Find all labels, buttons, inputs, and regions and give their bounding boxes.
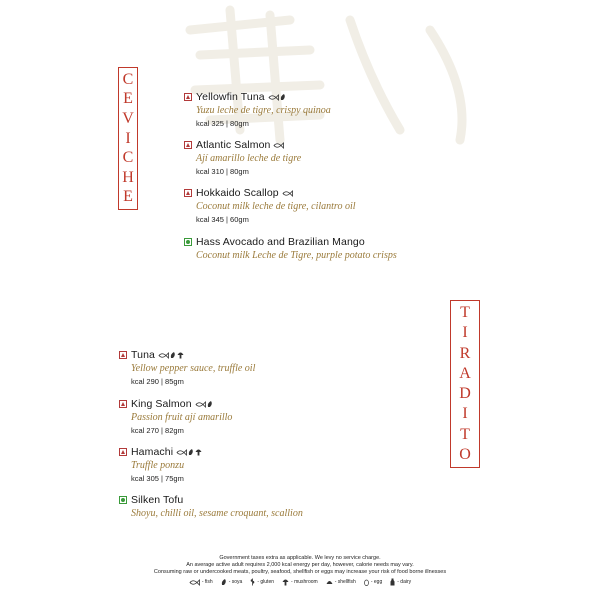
item-description: Coconut milk Leche de Tigre, purple potato crisps bbox=[196, 250, 397, 261]
footer-kcal-note: An average active adult requires 2,000 kcal energy per day, however, calorie needs may vary. bbox=[186, 562, 414, 568]
title-letter: I bbox=[462, 324, 468, 342]
title-letter: T bbox=[460, 304, 470, 322]
legend-item bbox=[250, 578, 274, 586]
menu-item bbox=[184, 138, 301, 178]
item-name: Hokkaido Scallop bbox=[196, 187, 279, 199]
title-letter: A bbox=[459, 364, 471, 382]
item-description: Passion fruit ají amarillo bbox=[131, 412, 233, 423]
item-kcal: kcal 345 | 60gm bbox=[196, 215, 249, 224]
fish-icon bbox=[176, 449, 187, 456]
legend-label: - gluten bbox=[257, 578, 275, 585]
item-description: Yellow pepper sauce, truffle oil bbox=[131, 363, 256, 374]
item-name: Silken Tofu bbox=[131, 494, 184, 506]
non-veg-marker-icon bbox=[184, 93, 192, 101]
item-description: Truffle ponzu bbox=[131, 460, 185, 471]
footer-health-note: Consuming raw or undercooked meats, poultry, seafood, shellfish or eggs may increase your risk of food borne illnesses bbox=[153, 569, 447, 575]
menu-item bbox=[184, 186, 356, 226]
item-description: Shoyu, chilli oil, sesame croquant, scallion bbox=[131, 508, 303, 519]
non-veg-marker-icon bbox=[119, 400, 127, 408]
shellfish-icon bbox=[326, 579, 333, 586]
fish-icon bbox=[158, 352, 169, 359]
allergen-legend bbox=[0, 578, 600, 586]
fish-icon bbox=[195, 401, 206, 408]
item-name: Hamachi bbox=[131, 446, 174, 458]
soya-icon bbox=[221, 578, 227, 586]
soya-icon bbox=[280, 93, 286, 101]
egg-icon bbox=[364, 579, 369, 586]
gluten-icon bbox=[250, 578, 255, 586]
footer-tax-note: Government taxes extra as applicable. We levy no service charge. bbox=[219, 555, 381, 561]
veg-marker-icon bbox=[119, 496, 127, 504]
title-letter: O bbox=[459, 445, 471, 463]
title-letter: E bbox=[123, 90, 133, 108]
soya-icon bbox=[207, 400, 213, 408]
item-name: Hass Avocado and Brazilian Mango bbox=[196, 236, 365, 248]
veg-marker-icon bbox=[184, 238, 192, 246]
item-name: Tuna bbox=[131, 349, 155, 361]
allergen-icons bbox=[273, 142, 284, 149]
title-letter: C bbox=[122, 70, 134, 88]
menu-item bbox=[119, 493, 303, 520]
legend-item bbox=[282, 578, 318, 586]
legend-item bbox=[326, 578, 356, 586]
soya-icon bbox=[188, 448, 194, 456]
item-name: Yellowfin Tuna bbox=[196, 91, 265, 103]
non-veg-marker-icon bbox=[184, 189, 192, 197]
legend-item bbox=[364, 578, 382, 586]
legend-label: - mushroom bbox=[291, 578, 318, 585]
menu-item bbox=[119, 445, 202, 485]
menu-item bbox=[119, 348, 255, 388]
dairy-icon bbox=[390, 578, 395, 586]
title-letter: I bbox=[125, 129, 131, 147]
item-name: Atlantic Salmon bbox=[196, 139, 271, 151]
item-name: King Salmon bbox=[131, 398, 192, 410]
non-veg-marker-icon bbox=[119, 351, 127, 359]
legend-item bbox=[189, 578, 213, 586]
legend-label: - egg bbox=[370, 578, 383, 585]
title-letter: D bbox=[459, 385, 471, 403]
item-kcal: kcal 325 | 80gm bbox=[196, 119, 249, 128]
legend-item bbox=[221, 578, 243, 586]
item-kcal: kcal 310 | 80gm bbox=[196, 167, 249, 176]
allergen-icons bbox=[268, 93, 286, 101]
fish-icon bbox=[268, 94, 279, 101]
fish-icon bbox=[282, 190, 293, 197]
allergen-icons bbox=[282, 190, 293, 197]
non-veg-marker-icon bbox=[119, 448, 127, 456]
title-letter: V bbox=[122, 109, 134, 127]
title-letter: H bbox=[122, 168, 134, 186]
item-kcal: kcal 270 | 82gm bbox=[131, 426, 184, 435]
legend-item bbox=[390, 578, 411, 586]
item-description: Coconut milk leche de tigre, cilantro oil bbox=[196, 201, 356, 212]
ceviche-section-title bbox=[118, 67, 138, 210]
legend-label: - shellfish bbox=[334, 578, 356, 585]
title-letter: R bbox=[459, 344, 471, 362]
item-description: Yuzu leche de tigre, crispy quinoa bbox=[196, 105, 331, 116]
menu-item bbox=[184, 90, 331, 130]
allergen-icons bbox=[158, 351, 184, 359]
tiradito-section-title bbox=[450, 300, 480, 468]
title-letter: I bbox=[462, 405, 468, 423]
title-letter: E bbox=[123, 188, 133, 206]
legend-label: - fish bbox=[201, 578, 213, 585]
mushroom-icon bbox=[282, 578, 289, 586]
title-letter: T bbox=[460, 425, 470, 443]
fish-icon bbox=[273, 142, 284, 149]
mushroom-icon bbox=[177, 351, 184, 359]
menu-footer bbox=[0, 555, 600, 586]
menu-item bbox=[119, 397, 232, 437]
item-description: Ají amarillo leche de tigre bbox=[196, 153, 302, 164]
fish-icon bbox=[189, 579, 200, 586]
menu-item bbox=[184, 235, 397, 262]
item-kcal: kcal 290 | 85gm bbox=[131, 377, 184, 386]
mushroom-icon bbox=[195, 448, 202, 456]
non-veg-marker-icon bbox=[184, 141, 192, 149]
legend-label: - dairy bbox=[397, 578, 412, 585]
title-letter: C bbox=[122, 149, 134, 167]
allergen-icons bbox=[195, 400, 213, 408]
soya-icon bbox=[170, 351, 176, 359]
legend-label: - soya bbox=[228, 578, 243, 585]
allergen-icons bbox=[176, 448, 202, 456]
item-kcal: kcal 305 | 75gm bbox=[131, 474, 184, 483]
